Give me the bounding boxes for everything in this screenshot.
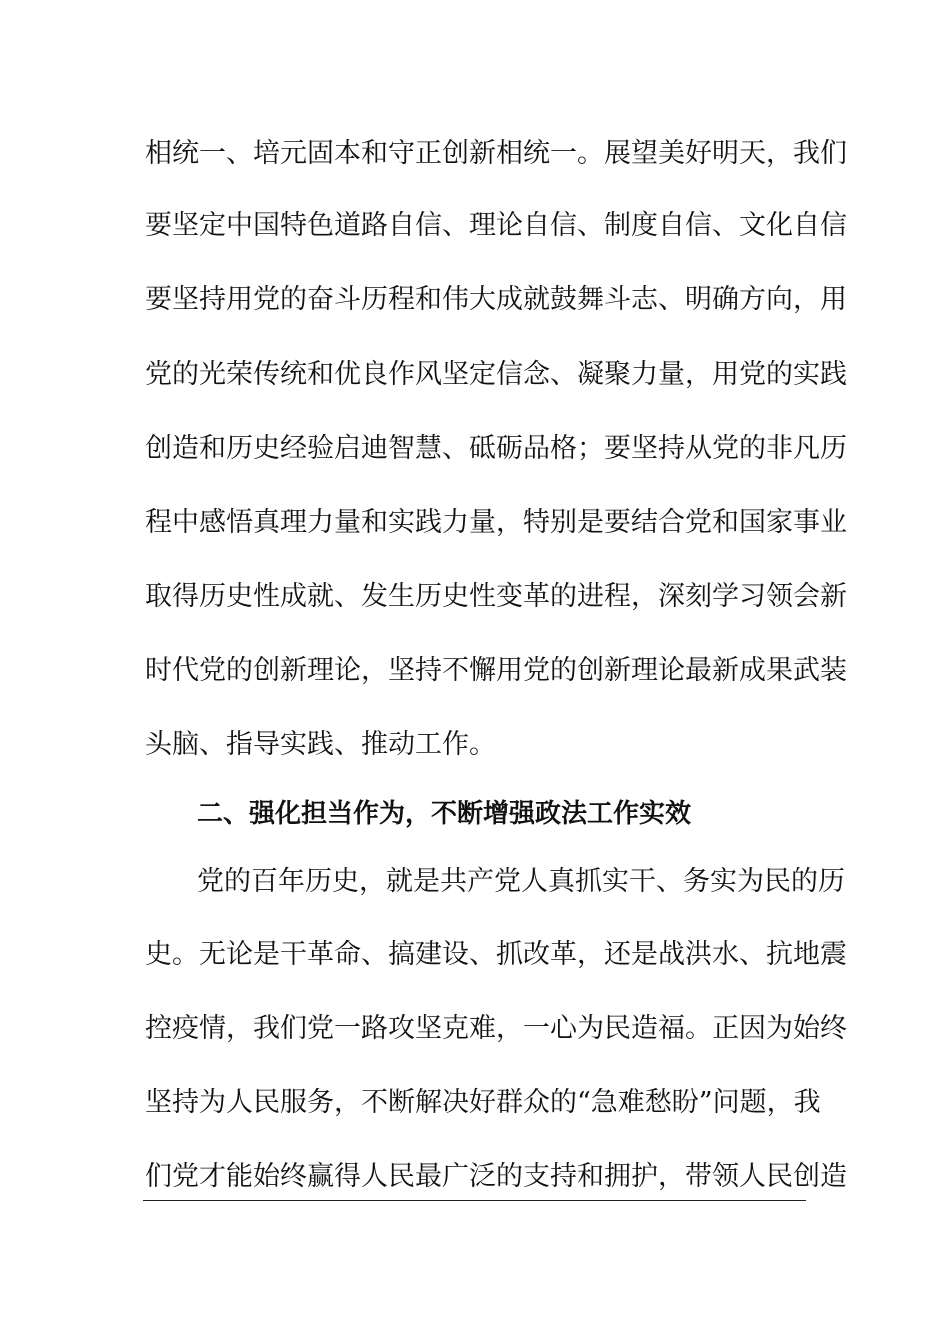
- paragraph-1-line-8: 时代党的创新理论，坚持不懈用党的创新理论最新成果武装: [145, 655, 847, 686]
- footer-rule: [143, 1200, 806, 1201]
- paragraph-1-line-6: 程中感悟真理力量和实践力量，特别是要结合党和国家事业: [145, 507, 847, 538]
- paragraph-1-line-3: 要坚持用党的奋斗历程和伟大成就鼓舞斗志、明确方向，用: [145, 284, 847, 315]
- paragraph-1-line-7: 取得历史性成就、发生历史性变革的进程，深刻学习领会新: [145, 581, 847, 612]
- paragraph-1-line-2: 要坚定中国特色道路自信、理论自信、制度自信、文化自信: [145, 210, 847, 241]
- paragraph-2-line-1: 党的百年历史，就是共产党人真抓实干、务实为民的历: [197, 866, 845, 897]
- paragraph-2-line-4: 坚持为人民服务，不断解决好群众的“急难愁盼”问题，我: [145, 1087, 821, 1118]
- paragraph-1-line-5: 创造和历史经验启迪智慧、砥砺品格；要坚持从党的非凡历: [145, 433, 847, 464]
- paragraph-1-line-1: 相统一、培元固本和守正创新相统一。展望美好明天，我们: [145, 138, 847, 169]
- paragraph-2-line-5: 们党才能始终赢得人民最广泛的支持和拥护，带领人民创造: [145, 1161, 847, 1192]
- section-heading: 二、强化担当作为，不断增强政法工作实效: [197, 799, 692, 829]
- paragraph-1-line-9: 头脑、指导实践、推动工作。: [145, 729, 496, 760]
- paragraph-2-line-2: 史。无论是干革命、搞建设、抓改革，还是战洪水、抗地震: [145, 939, 847, 970]
- paragraph-1-line-4: 党的光荣传统和优良作风坚定信念、凝聚力量，用党的实践: [145, 359, 847, 390]
- paragraph-2-line-3: 控疫情，我们党一路攻坚克难，一心为民造福。正因为始终: [145, 1013, 847, 1044]
